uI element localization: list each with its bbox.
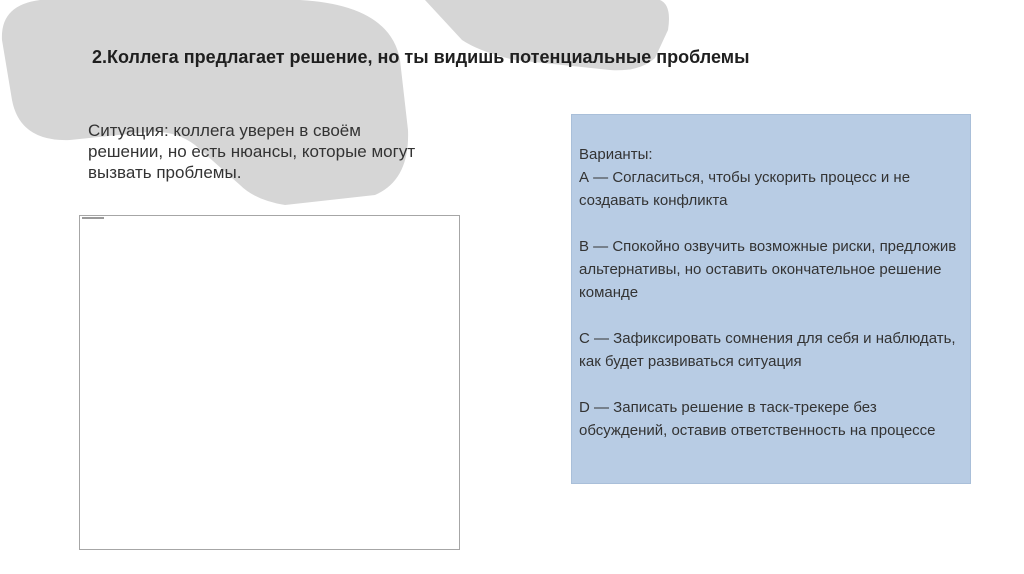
option-b: B — Спокойно озвучить возможные риски, предложив альтернативы, но оставить окончательное решение команде [579,238,957,301]
option-a: А — Согласиться, чтобы ускорить процесс и не создавать конфликта [579,169,911,209]
options-heading: Варианты: [579,146,653,163]
image-placeholder [79,215,460,550]
option-d: D — Записать решение в таск-трекере без обсуждений, оставив ответственность на процессе [579,399,936,439]
slide-title: 2.Коллега предлагает решение, но ты видишь потенциальные проблемы [92,47,750,67]
situation-text: Ситуация: коллега уверен в своём решении, но есть нюансы, которые могут вызвать проблемы. [88,121,416,182]
option-c: C — Зафиксировать сомнения для себя и наблюдать, как будет развиваться ситуация [579,330,956,370]
placeholder-marker [82,217,104,219]
options-box [571,114,971,484]
